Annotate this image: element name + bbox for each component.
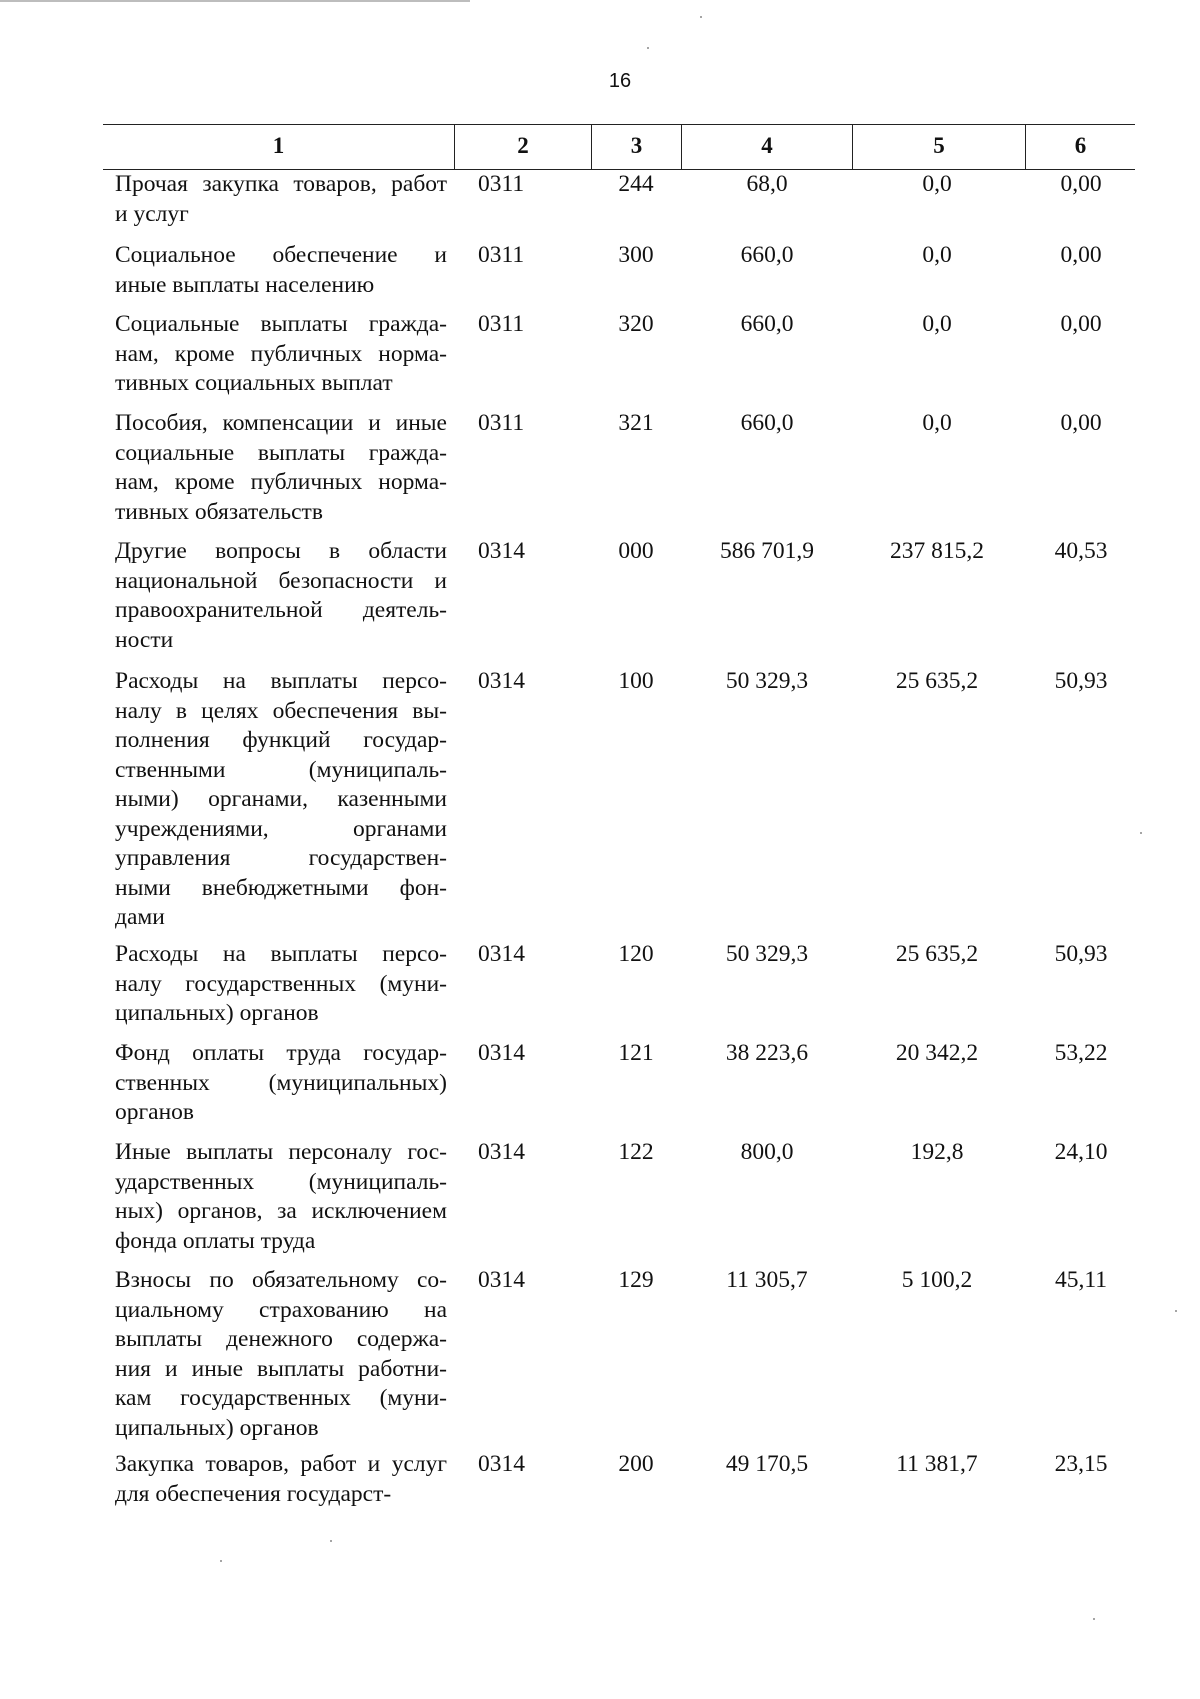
header-col-2: 2 (454, 125, 591, 169)
planned-amount: 660,0 (740, 242, 794, 268)
expense-kind: 200 (618, 1451, 654, 1477)
scan-speck (1140, 832, 1142, 834)
scan-speck (220, 1560, 222, 1562)
actual-amount: 25 635,2 (895, 668, 979, 694)
actual-amount: 0,0 (922, 242, 952, 268)
section-code: 0314 (478, 1040, 525, 1066)
expense-kind: 300 (618, 242, 654, 268)
row-description (115, 667, 447, 933)
execution-percent: 24,10 (1054, 1139, 1108, 1165)
planned-amount: 68,0 (746, 171, 788, 197)
description-line: социальные выплаты гражда- (115, 439, 447, 466)
expense-kind: 122 (618, 1139, 654, 1165)
planned-amount: 11 305,7 (726, 1267, 808, 1293)
execution-percent: 45,11 (1054, 1267, 1107, 1293)
actual-amount: 0,0 (922, 410, 952, 436)
description-line: нам, кроме публичных норма- (115, 340, 447, 367)
planned-amount: 38 223,6 (725, 1040, 809, 1066)
section-code: 0311 (478, 311, 525, 337)
row-description (115, 1039, 447, 1128)
section-code: 0314 (478, 1451, 525, 1477)
description-line: правоохранительной деятель- (115, 597, 447, 623)
execution-percent: 0,00 (1060, 171, 1102, 197)
scan-speck (700, 16, 702, 18)
description-line: ципальных) органов (115, 1414, 319, 1441)
row-description (115, 170, 447, 229)
execution-percent: 0,00 (1060, 410, 1102, 436)
description-line: полнения функций государ- (115, 727, 447, 753)
description-line: ципальных) органов (115, 1000, 319, 1026)
description-line: Другие вопросы в области (115, 538, 447, 564)
planned-amount: 660,0 (740, 410, 794, 436)
description-line: для обеспечения государст- (115, 1480, 392, 1507)
description-line: Расходы на выплаты персо- (115, 941, 447, 967)
description-line: кам государственных (муни- (115, 1385, 447, 1411)
scan-speck (1175, 1310, 1177, 1312)
description-line: Закупка товаров, работ и услуг (115, 1451, 447, 1477)
description-line: налу в целях обеспечения вы- (115, 697, 447, 724)
description-line: налу государственных (муни- (115, 970, 447, 997)
planned-amount: 50 329,3 (725, 668, 809, 694)
row-description (115, 940, 447, 1029)
description-line: Расходы на выплаты персо- (115, 668, 447, 694)
description-line: национальной безопасности и (115, 567, 447, 594)
description-line: нам, кроме публичных норма- (115, 469, 447, 495)
description-line: выплаты денежного содержа- (115, 1326, 447, 1352)
description-line: ными) органами, казенными (115, 786, 447, 812)
expense-kind: 320 (618, 311, 654, 337)
execution-percent: 23,15 (1054, 1451, 1108, 1477)
actual-amount: 5 100,2 (901, 1267, 973, 1293)
description-line: Фонд оплаты труда государ- (115, 1040, 447, 1066)
section-code: 0311 (478, 410, 525, 436)
row-description (115, 537, 447, 655)
description-line: ности (115, 626, 174, 653)
description-line: ных) органов, за исключением (115, 1198, 447, 1224)
scan-speck (1093, 1618, 1095, 1620)
row-description (115, 241, 447, 300)
planned-amount: 50 329,3 (725, 941, 809, 967)
actual-amount: 0,0 (922, 171, 952, 197)
description-line: ния и иные выплаты работни- (115, 1355, 447, 1382)
description-line: ными внебюджетными фон- (115, 874, 447, 901)
row-description (115, 1266, 447, 1443)
description-line: и услуг (115, 200, 189, 227)
planned-amount: 660,0 (740, 311, 794, 337)
execution-percent: 50,93 (1054, 941, 1108, 967)
description-line: ударственных (муниципаль- (115, 1168, 447, 1195)
description-line: учреждениями, органами (115, 815, 447, 842)
row-description (115, 310, 447, 399)
header-col-5: 5 (852, 125, 1025, 169)
expense-kind: 321 (618, 410, 654, 436)
page-number: 16 (608, 70, 632, 92)
section-code: 0311 (478, 171, 525, 197)
expense-kind: 120 (618, 941, 654, 967)
actual-amount: 20 342,2 (895, 1040, 979, 1066)
actual-amount: 237 815,2 (890, 538, 984, 564)
actual-amount: 0,0 (922, 311, 952, 337)
row-description (115, 1450, 447, 1509)
description-line: Взносы по обязательному со- (115, 1267, 447, 1293)
description-line: Социальные выплаты гражда- (115, 311, 447, 337)
description-line: циальному страхованию на (115, 1296, 447, 1323)
execution-percent: 40,53 (1054, 538, 1108, 564)
description-line: ственных (муниципальных) (115, 1069, 447, 1096)
execution-percent: 50,93 (1054, 668, 1108, 694)
row-description (115, 409, 447, 527)
expense-kind: 000 (618, 538, 654, 564)
actual-amount: 25 635,2 (895, 941, 979, 967)
expense-kind: 244 (618, 171, 654, 197)
planned-amount: 800,0 (740, 1139, 794, 1165)
description-line: Пособия, компенсации и иные (115, 410, 447, 436)
header-col-3: 3 (591, 125, 681, 169)
actual-amount: 11 381,7 (896, 1451, 978, 1477)
description-line: органов (115, 1099, 194, 1125)
table-header (103, 124, 1135, 170)
section-code: 0314 (478, 1267, 525, 1293)
scan-speck (330, 1540, 332, 1542)
description-line: ственными (муниципаль- (115, 756, 447, 783)
section-code: 0314 (478, 538, 525, 564)
description-line: фонда оплаты труда (115, 1227, 316, 1254)
section-code: 0314 (478, 668, 525, 694)
description-line: управления государствен- (115, 845, 447, 871)
description-line: Иные выплаты персоналу гос- (115, 1139, 447, 1165)
execution-percent: 53,22 (1054, 1040, 1108, 1066)
description-line: дами (115, 904, 165, 930)
actual-amount: 192,8 (910, 1139, 964, 1165)
header-col-4: 4 (681, 125, 852, 169)
planned-amount: 49 170,5 (725, 1451, 809, 1477)
top-edge-rule (0, 0, 470, 2)
section-code: 0314 (478, 941, 525, 967)
section-code: 0314 (478, 1139, 525, 1165)
expense-kind: 100 (618, 668, 654, 694)
section-code: 0311 (478, 242, 525, 268)
description-line: тивных социальных выплат (115, 370, 393, 396)
description-line: Прочая закупка товаров, работ (115, 171, 447, 197)
scan-speck (647, 47, 649, 49)
header-col-6: 6 (1025, 125, 1135, 169)
description-line: иные выплаты населению (115, 271, 375, 298)
description-line: тивных обязательств (115, 498, 323, 525)
planned-amount: 586 701,9 (720, 538, 814, 564)
execution-percent: 0,00 (1060, 311, 1102, 337)
description-line: Социальное обеспечение и (115, 242, 447, 268)
row-description (115, 1138, 447, 1256)
expense-kind: 121 (618, 1040, 654, 1066)
expense-kind: 129 (618, 1267, 654, 1293)
execution-percent: 0,00 (1060, 242, 1102, 268)
header-col-1: 1 (272, 133, 285, 158)
